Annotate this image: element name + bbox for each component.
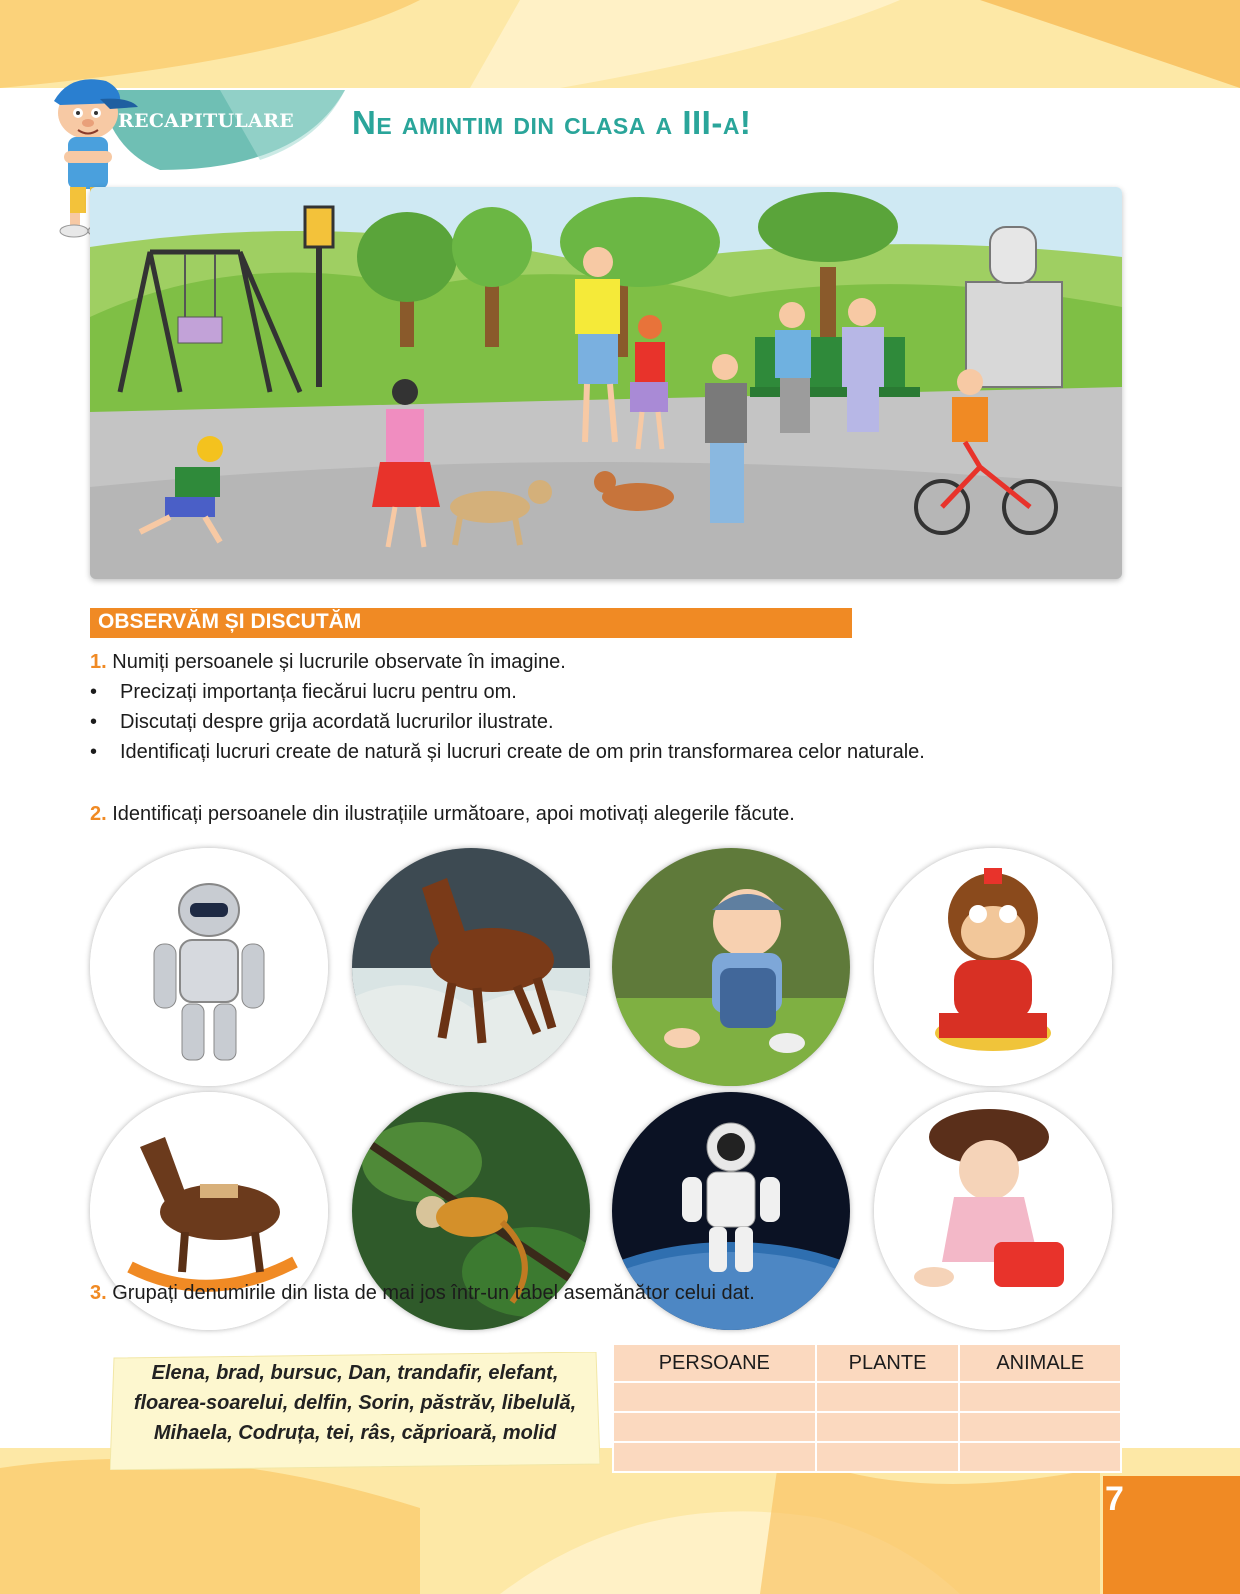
- question-3: [90, 1282, 755, 1305]
- bullet-item: • Discutați despre grija acordată lucrurilor ilustrate.: [90, 711, 554, 733]
- robot-photo: [90, 848, 328, 1086]
- table-row: [613, 1412, 1121, 1442]
- question-1-text: Numiți persoanele și lucrurile observate în imagine.: [112, 651, 566, 673]
- bullet-text: Precizați importanța fiecărui lucru pentru om.: [120, 681, 517, 703]
- bullet-text: Discutați despre grija acordată lucrurilor ilustrate.: [120, 711, 554, 733]
- question-2-text: Identificați persoanele din ilustrațiile următoare, apoi motivați alegerile făcute.: [112, 803, 795, 825]
- question-3-number: 3.: [90, 1282, 107, 1304]
- table-cell[interactable]: [959, 1412, 1121, 1442]
- baby-girl-photo: [874, 1092, 1112, 1330]
- section-title: OBSERVĂM ȘI DISCUTĂM: [98, 610, 362, 633]
- table-cell[interactable]: [613, 1442, 816, 1472]
- grouping-table: [612, 1343, 1122, 1473]
- top-decoration: [0, 0, 1240, 88]
- table-cell[interactable]: [816, 1382, 960, 1412]
- question-2: [90, 803, 795, 826]
- bullet-item: • Identificați lucruri create de natură și lucruri create de om prin transformarea celor naturale.: [90, 741, 925, 763]
- baby-boy-photo: [612, 848, 850, 1086]
- monkey-toy-photo: [874, 848, 1112, 1086]
- park-illustration: [90, 187, 1122, 579]
- table-cell[interactable]: [613, 1412, 816, 1442]
- word-list-line: floarea-soarelui, delfin, Sorin, păstrăv, libelulă,: [133, 1392, 577, 1414]
- table-cell[interactable]: [816, 1442, 960, 1472]
- question-3-text: Grupați denumirile din lista de mai jos într-un tabel asemănător celui dat.: [112, 1282, 755, 1304]
- page-title: Ne amintim din clasa a III-a!: [352, 104, 752, 141]
- page-number: 7: [1105, 1480, 1124, 1518]
- bullet-text: Identificați lucruri create de natură și lucruri create de om prin transformarea celor naturale.: [120, 741, 925, 763]
- table-header-row: [613, 1344, 1121, 1382]
- table-cell[interactable]: [816, 1412, 960, 1442]
- column-header-plants: PLANTE: [816, 1344, 960, 1382]
- table-cell[interactable]: [613, 1382, 816, 1412]
- table-row: [613, 1442, 1121, 1472]
- question-1: [90, 651, 566, 674]
- bullet-item: • Precizați importanța fiecărui lucru pentru om.: [90, 681, 517, 703]
- horse-photo: [352, 848, 590, 1086]
- question-1-number: 1.: [90, 651, 107, 673]
- banner-label: RECAPITULARE: [118, 110, 294, 132]
- word-list-line: Mihaela, Codruța, tei, râs, căprioară, molid: [153, 1422, 557, 1444]
- table-cell[interactable]: [959, 1442, 1121, 1472]
- column-header-persons: PERSOANE: [613, 1344, 816, 1382]
- table-cell[interactable]: [959, 1382, 1121, 1412]
- question-2-number: 2.: [90, 803, 107, 825]
- table-row: [613, 1382, 1121, 1412]
- word-list-line: Elena, brad, bursuc, Dan, trandafir, elefant,: [151, 1362, 559, 1384]
- column-header-animals: ANIMALE: [959, 1344, 1121, 1382]
